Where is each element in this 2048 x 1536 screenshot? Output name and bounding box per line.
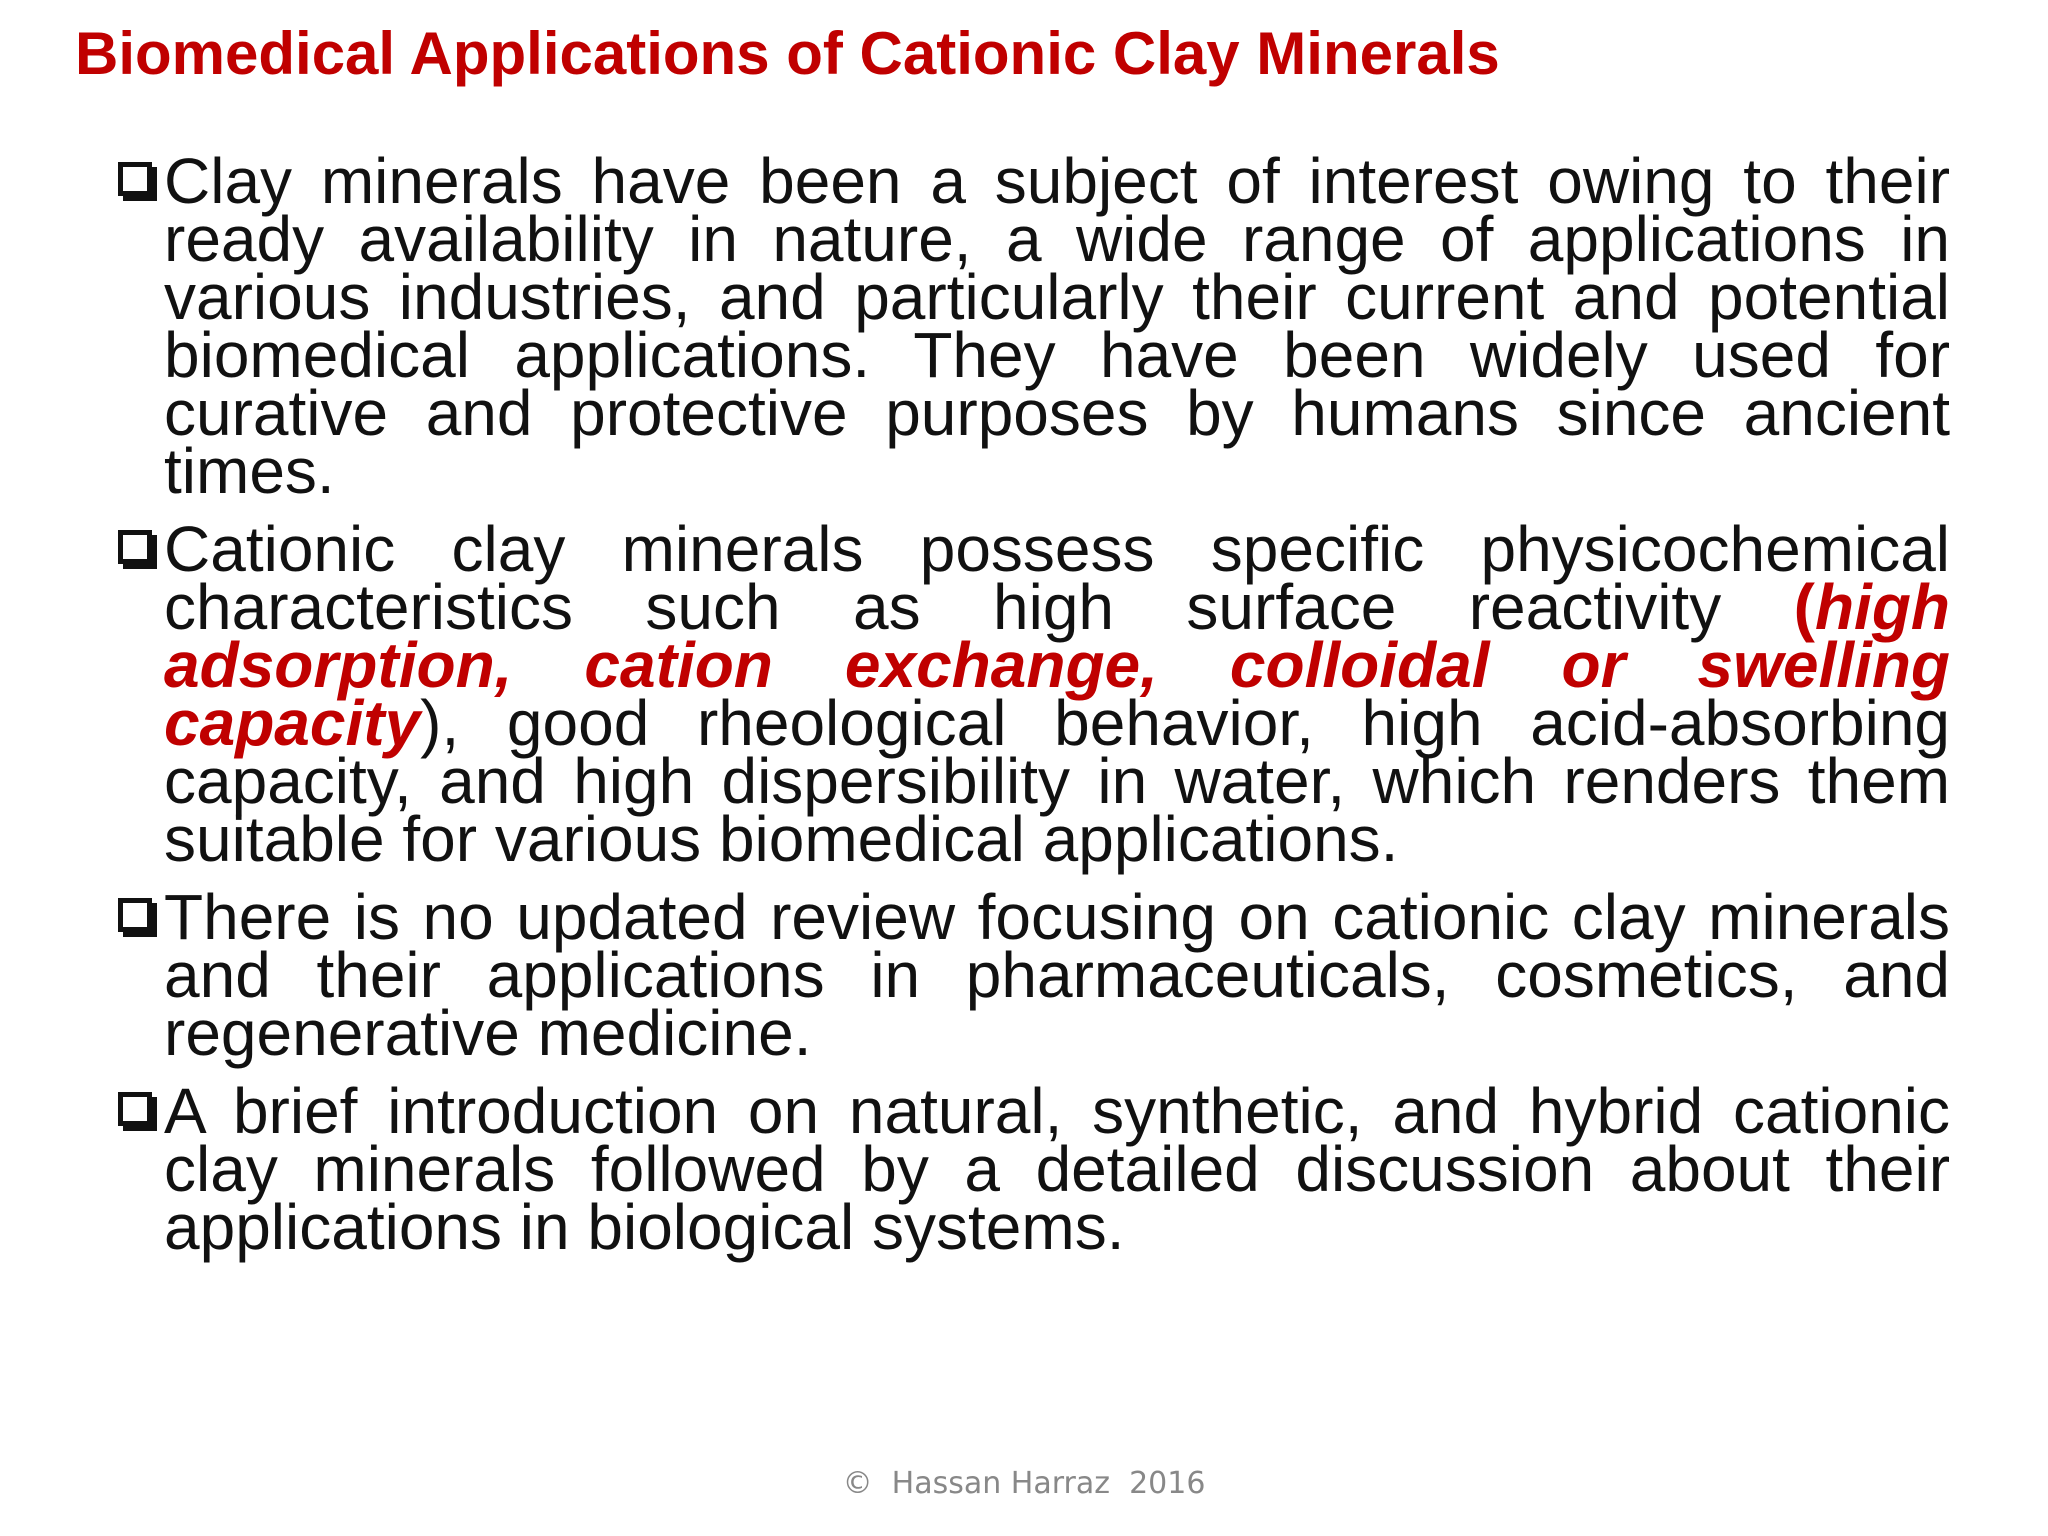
bullet-text: There is no updated review focusing on cationic clay minerals and their applications in pharmaceuticals, cosmetics, and regenerative medicine. — [164, 881, 1950, 1069]
bullet-list — [112, 145, 1950, 1276]
highlight-text: high adsorption, cation exchange, colloidal or swelling capacity — [164, 571, 1950, 759]
bullet-item — [112, 145, 1950, 507]
checkbox-bullet-icon — [118, 1092, 152, 1126]
slide-title: Biomedical Applications of Cationic Clay Minerals — [75, 20, 1500, 87]
bullet-item — [112, 1075, 1950, 1263]
bullet-item — [112, 881, 1950, 1069]
highlight-open-paren: ( — [1793, 571, 1815, 643]
checkbox-bullet-icon — [118, 162, 152, 196]
checkbox-bullet-icon — [118, 530, 152, 564]
bullet-text: Clay minerals have been a subject of interest owing to their ready availability in nature, a wide range of applications in various industries, and particularly their current and potential biomedical applications. They have been widely used for curative and protective purposes by humans since ancient times. — [164, 145, 1950, 507]
checkbox-bullet-icon — [118, 898, 152, 932]
bullet-item — [112, 513, 1950, 875]
copyright-footer: © Hassan Harraz 2016 — [842, 1466, 1206, 1501]
bullet-text: Cationic clay minerals possess specific physicochemical characteristics such as high surface reactivity — [164, 513, 1950, 643]
bullet-text-continued: ), good rheological behavior, high acid-absorbing capacity, and high dispersibility in water, which renders them suitable for various biomedical applications. — [164, 687, 1950, 875]
bullet-text: A brief introduction on natural, synthetic, and hybrid cationic clay minerals followed by a detailed discussion about their applications in biological systems. — [164, 1075, 1950, 1263]
